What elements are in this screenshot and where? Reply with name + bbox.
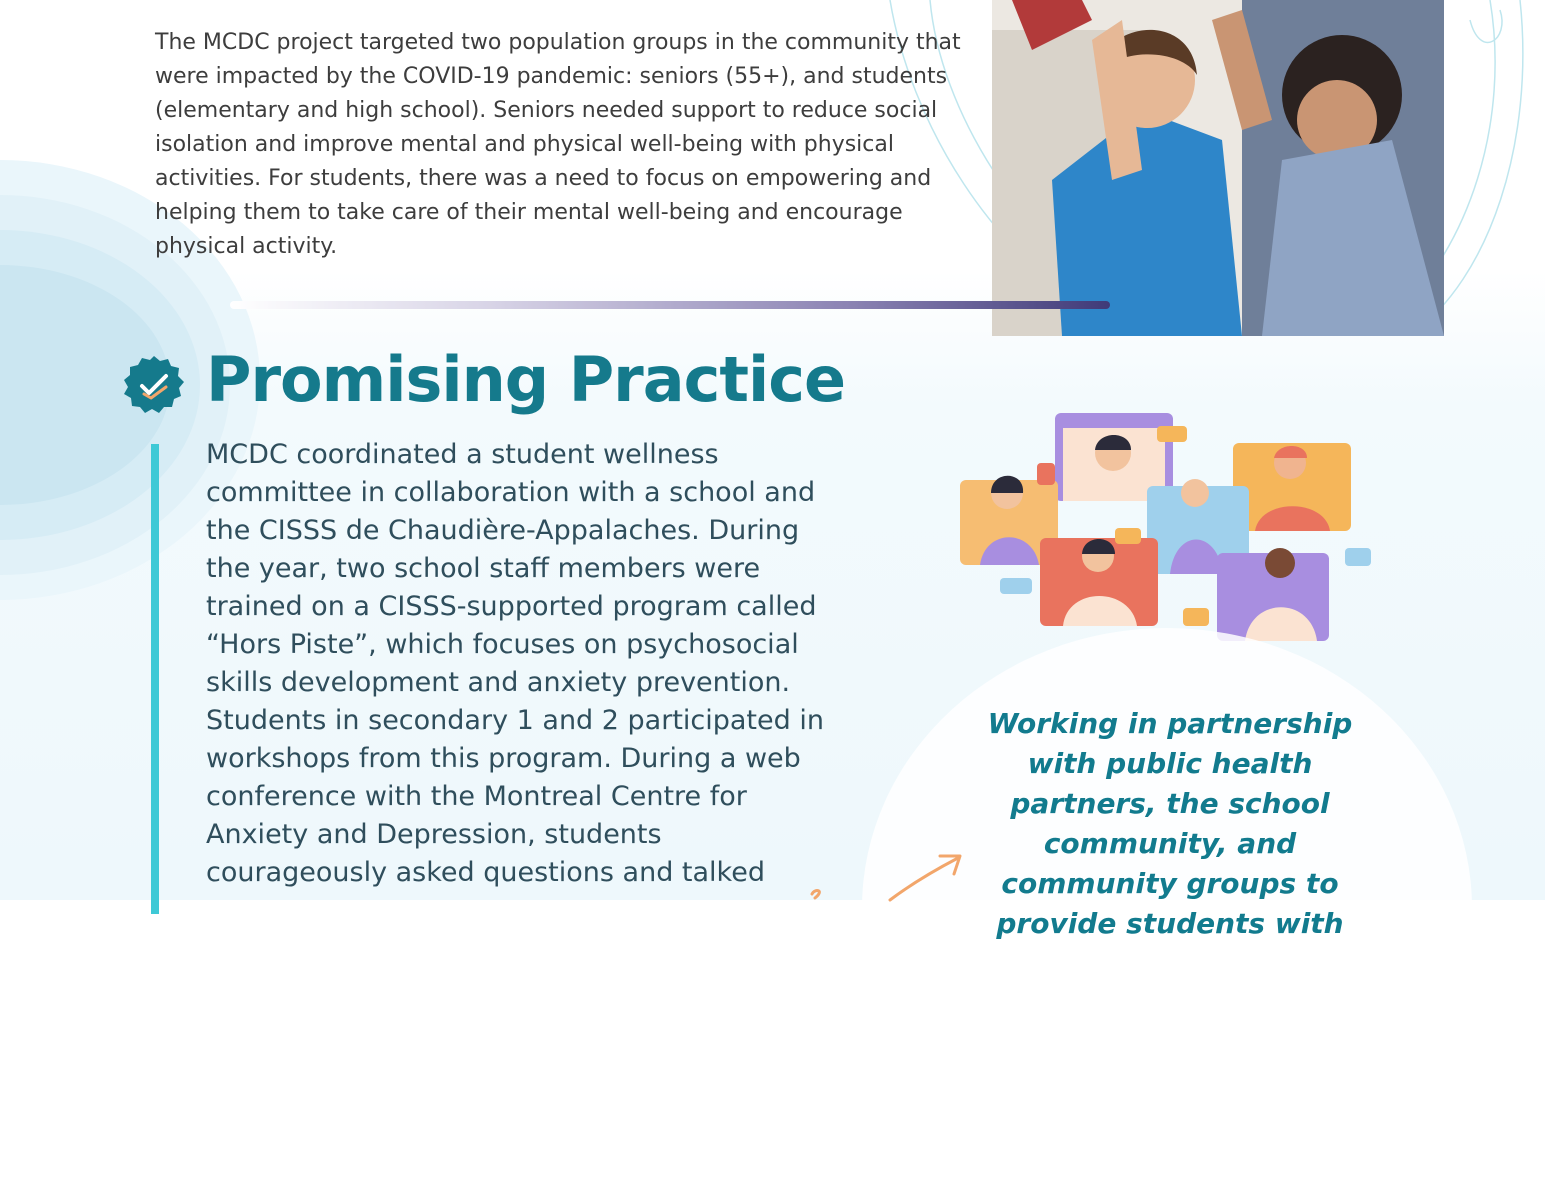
intro-paragraph: The MCDC project targeted two population groups in the community that were impacted by the COVID-19 pandemic: seniors (55+), and students (elementary and high school). Seniors needed support to reduce social isolation and improve mental and physical well-being with physical activities. For students, there was a need to focus on empowering and helping them to take care of their mental well-being and encourage physical activity. bbox=[155, 30, 961, 259]
partnership-quote: Working in partnership with public health partners, the school community, and community groups to provide students with bbox=[987, 707, 1353, 940]
video-call-illustration bbox=[955, 408, 1375, 648]
accent-bar bbox=[151, 444, 159, 914]
check-badge-icon bbox=[122, 354, 186, 418]
students-high-five-photo bbox=[992, 0, 1444, 336]
section-divider bbox=[230, 301, 1110, 309]
arrow-icon bbox=[800, 850, 970, 900]
section-title: Promising Practice bbox=[206, 343, 846, 416]
promising-practice-paragraph: MCDC coordinated a student wellness committee in collaboration with a school and the CISSS de Chaudière-Appalaches. During the year, two school staff members were trained on a CISSS-supported program called “Hors Piste”, which focuses on psychosocial skills development and anxiety prevention. Students in secondary 1 and 2 participated in workshops from this program. During a web conference with the Montreal Centre for Anxiety and Depression, students courageously asked questions and talked bbox=[206, 439, 824, 888]
